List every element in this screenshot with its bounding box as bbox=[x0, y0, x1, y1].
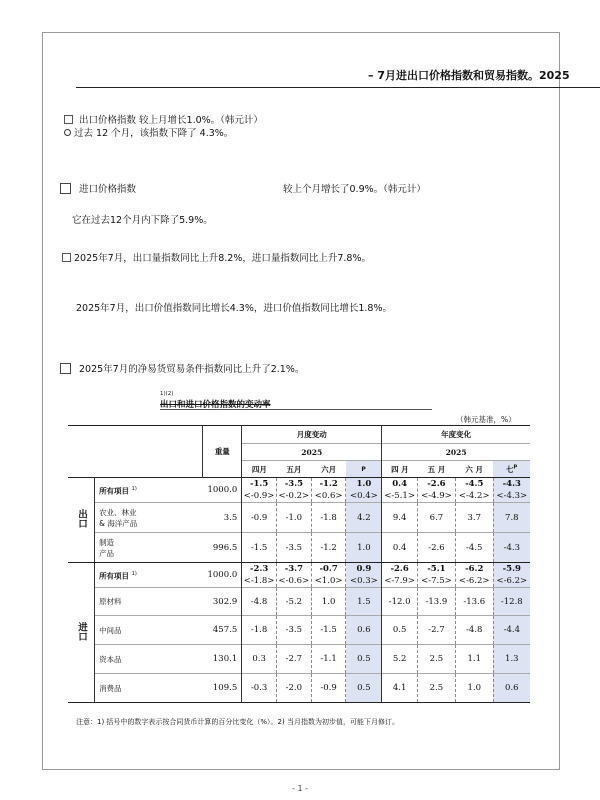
value-cell: -4.8 bbox=[455, 616, 493, 645]
value-cell: -2.3 bbox=[249, 564, 269, 574]
sub-value-cell: <-7.9> bbox=[384, 576, 415, 586]
checkbox-icon bbox=[60, 363, 71, 374]
value-cell: -1.5 bbox=[311, 616, 346, 645]
sub-value-cell: <-4.2> bbox=[458, 491, 490, 501]
value-cell: -6.2 bbox=[465, 564, 484, 574]
value-cell: -0.3 bbox=[242, 674, 277, 703]
value-cell: -12.0 bbox=[382, 588, 418, 616]
value-cell: -2.7 bbox=[418, 616, 456, 645]
annual-july-header bbox=[493, 461, 530, 478]
sub-value-cell: <-6.2> bbox=[458, 576, 490, 586]
table-note: 注意：1) 括号中的数字表示按合同货币计算的百分比变化（%）。2) 当月指数为初步值，可能下月修订。 bbox=[76, 718, 399, 726]
value-cell: 4.1 bbox=[382, 674, 418, 703]
month-header: 五月 bbox=[276, 461, 311, 478]
value-cell: -13.9 bbox=[418, 588, 456, 616]
annual-year: 2025 bbox=[382, 444, 530, 461]
value-cell: -5.2 bbox=[276, 588, 311, 616]
value-cell: -1.0 bbox=[276, 503, 311, 533]
export-group-text: 出口 bbox=[76, 509, 88, 528]
value-cell: 2.5 bbox=[418, 645, 456, 674]
volume-line bbox=[62, 250, 371, 264]
checkbox-icon bbox=[60, 183, 71, 194]
row-label: 农业、林业 & 海洋产品 bbox=[99, 507, 138, 528]
export-row bbox=[68, 503, 530, 533]
checkbox-icon bbox=[64, 115, 73, 124]
sub-value-cell: <1.0> bbox=[314, 576, 343, 586]
value-cell: -3.5 bbox=[276, 616, 311, 645]
value-cell: -2.6 bbox=[390, 564, 409, 574]
value-cell: 9.4 bbox=[382, 503, 418, 533]
weight-cell: 1000.0 bbox=[203, 563, 242, 588]
export-group-label bbox=[68, 478, 95, 563]
value-cell: 0.4 bbox=[392, 479, 408, 489]
value-cell: -0.9 bbox=[242, 503, 277, 533]
sub-value-cell: <-1.8> bbox=[243, 576, 275, 586]
sub-value-cell: <0.3> bbox=[349, 576, 378, 586]
export-price-line1 bbox=[64, 112, 263, 126]
doc-title: – 7月进出口价格指数和贸易指数。2025 bbox=[368, 69, 570, 82]
weight-header: 重量 bbox=[203, 426, 242, 478]
value-cell: 1.0 bbox=[455, 674, 493, 703]
value-cell: 0.5 bbox=[346, 645, 382, 674]
weight-cell: 996.5 bbox=[203, 533, 242, 563]
page-number: - 1 - bbox=[292, 784, 308, 793]
value-cell: -1.5 bbox=[242, 533, 277, 563]
annual-july-label: 七 bbox=[505, 464, 514, 474]
import-group-text: 进口 bbox=[76, 621, 88, 641]
value-cell: -12.8 bbox=[493, 588, 530, 616]
value-cell: -4.3 bbox=[502, 479, 521, 489]
value-cell: 1.0 bbox=[346, 533, 382, 563]
value-cell: -3.7 bbox=[284, 564, 304, 574]
month-p-header: P bbox=[346, 461, 382, 478]
row-label: 消费品 bbox=[99, 683, 122, 693]
value-cell: -13.6 bbox=[455, 588, 493, 616]
value-cell: 1.3 bbox=[493, 645, 530, 674]
weight-cell: 130.1 bbox=[203, 645, 242, 674]
value-cell: -1.2 bbox=[319, 479, 338, 489]
month-header: 四月 bbox=[242, 461, 277, 478]
table-unit: （韩元基准，%） bbox=[456, 415, 516, 424]
export-row-all bbox=[68, 478, 530, 503]
value-cell: -2.6 bbox=[427, 479, 446, 489]
monthly-header: 月度变动 bbox=[242, 426, 382, 444]
sub-value-cell: <-7.5> bbox=[421, 576, 452, 586]
monthly-year: 2025 bbox=[242, 444, 382, 461]
checkbox-icon bbox=[62, 253, 71, 262]
bullet-circle-icon bbox=[64, 129, 71, 136]
value-cell: -4.5 bbox=[465, 479, 484, 489]
weight-cell: 1000.0 bbox=[203, 478, 242, 503]
terms-line bbox=[60, 361, 304, 375]
value-cell: -0.9 bbox=[311, 674, 346, 703]
value-cell: -1.8 bbox=[311, 503, 346, 533]
value-cell: 7.8 bbox=[493, 503, 530, 533]
annual-header: 年度变化 bbox=[441, 430, 472, 439]
value-cell: 0.6 bbox=[346, 616, 382, 645]
export-price-text2: 过去 12 个月，该指数下降了 4.3%。 bbox=[74, 128, 234, 139]
row-label: 制造 产品 bbox=[99, 537, 115, 558]
value-cell: -4.4 bbox=[493, 616, 530, 645]
import-price-label: 进口价格指数 bbox=[79, 184, 137, 195]
value-cell: 5.2 bbox=[382, 645, 418, 674]
value-cell: 4.2 bbox=[346, 503, 382, 533]
value-cell: -5.9 bbox=[502, 564, 521, 574]
row-label: 中间品 bbox=[99, 625, 122, 635]
row-label-text: 所有项目 bbox=[99, 486, 130, 496]
sub-value-cell: <-0.2> bbox=[278, 491, 310, 501]
annual-month-header: 四 月 bbox=[382, 461, 418, 478]
value-cell: 0.6 bbox=[493, 674, 530, 703]
import-price-yoy: 它在过去12个月内下降了5.9%。 bbox=[72, 215, 213, 226]
value-cell: -1.5 bbox=[249, 479, 269, 489]
table-footnote-mark: 1)(2) bbox=[160, 391, 174, 397]
value-cell: -3.5 bbox=[276, 533, 311, 563]
sub-value-cell: <-4.9> bbox=[421, 491, 452, 501]
value-cell: 0.4 bbox=[382, 533, 418, 563]
import-price-label-line bbox=[60, 181, 136, 195]
value-cell: 1.1 bbox=[455, 645, 493, 674]
row-label bbox=[95, 563, 203, 588]
value-cell: -4.8 bbox=[242, 588, 277, 616]
weight-cell: 3.5 bbox=[203, 503, 242, 533]
value-text: 2025年7月，出口价值指数同比增长4.3%，进口价值指数同比增长1.8%。 bbox=[76, 303, 392, 314]
value-cell: -2.6 bbox=[418, 533, 456, 563]
import-group-label bbox=[68, 563, 95, 703]
value-cell: -1.1 bbox=[311, 645, 346, 674]
value-cell: 0.5 bbox=[382, 616, 418, 645]
import-row bbox=[68, 645, 530, 674]
value-cell: 0.3 bbox=[242, 645, 277, 674]
value-cell: -4.3 bbox=[493, 533, 530, 563]
value-cell: -0.7 bbox=[319, 564, 338, 574]
sub-value-cell: <-0.6> bbox=[278, 576, 310, 586]
table-title: 出口和进口价格指数的变动率 bbox=[160, 400, 271, 410]
value-cell: -1.8 bbox=[242, 616, 277, 645]
value-cell: -5.1 bbox=[427, 564, 446, 574]
import-row-all bbox=[68, 563, 530, 588]
weight-cell: 457.5 bbox=[203, 616, 242, 645]
row-label bbox=[95, 478, 203, 503]
value-cell: 6.7 bbox=[418, 503, 456, 533]
export-row bbox=[68, 533, 530, 563]
value-cell: 0.9 bbox=[356, 564, 372, 574]
sub-value-cell: <-6.2> bbox=[496, 576, 528, 586]
value-cell: -1.2 bbox=[311, 533, 346, 563]
table-title-rule bbox=[160, 409, 432, 410]
row-label: 资本品 bbox=[99, 654, 122, 664]
terms-text: 2025年7月的净易货贸易条件指数同比上升了2.1%。 bbox=[79, 364, 305, 375]
export-price-text1: 出口价格指数 较上月增长1.0%。（韩元计） bbox=[79, 115, 263, 126]
price-index-table bbox=[68, 425, 530, 703]
import-row bbox=[68, 674, 530, 703]
annual-month-header: 五 月 bbox=[418, 461, 456, 478]
row-sup: 1) bbox=[131, 570, 137, 577]
month-header: 六月 bbox=[311, 461, 346, 478]
value-cell: 2.5 bbox=[418, 674, 456, 703]
export-price-line2 bbox=[64, 125, 233, 139]
value-cell: 3.7 bbox=[455, 503, 493, 533]
sub-value-cell: <0.6> bbox=[314, 491, 343, 501]
annual-month-header: 六 月 bbox=[455, 461, 493, 478]
sub-value-cell: <-5.1> bbox=[384, 491, 415, 501]
value-cell: -2.0 bbox=[276, 674, 311, 703]
value-cell: 0.5 bbox=[346, 674, 382, 703]
sub-value-cell: <-4.3> bbox=[496, 491, 528, 501]
doc-title-bar bbox=[76, 67, 600, 88]
row-label-text: 所有项目 bbox=[99, 571, 130, 581]
annual-p-mark: P bbox=[513, 464, 518, 470]
value-cell: -4.5 bbox=[455, 533, 493, 563]
weight-cell: 109.5 bbox=[203, 674, 242, 703]
import-row bbox=[68, 616, 530, 645]
weight-cell: 302.9 bbox=[203, 588, 242, 616]
row-label: 原材料 bbox=[99, 597, 122, 606]
value-cell: -2.7 bbox=[276, 645, 311, 674]
row-sup: 1) bbox=[131, 485, 137, 492]
import-row bbox=[68, 588, 530, 616]
value-cell: -3.5 bbox=[284, 479, 304, 489]
value-cell: 1.0 bbox=[311, 588, 346, 616]
value-cell: 1.0 bbox=[356, 479, 372, 489]
sub-value-cell: <0.4> bbox=[349, 491, 378, 501]
value-cell: 1.5 bbox=[346, 588, 382, 616]
import-price-mom: 较上个月增长了0.9%。（韩元计） bbox=[283, 184, 426, 195]
sub-value-cell: <-0.9> bbox=[243, 491, 275, 501]
volume-text: 2025年7月，出口量指数同比上升8.2%，进口量指数同比上升7.8%。 bbox=[74, 253, 371, 264]
header-blank bbox=[68, 426, 203, 478]
